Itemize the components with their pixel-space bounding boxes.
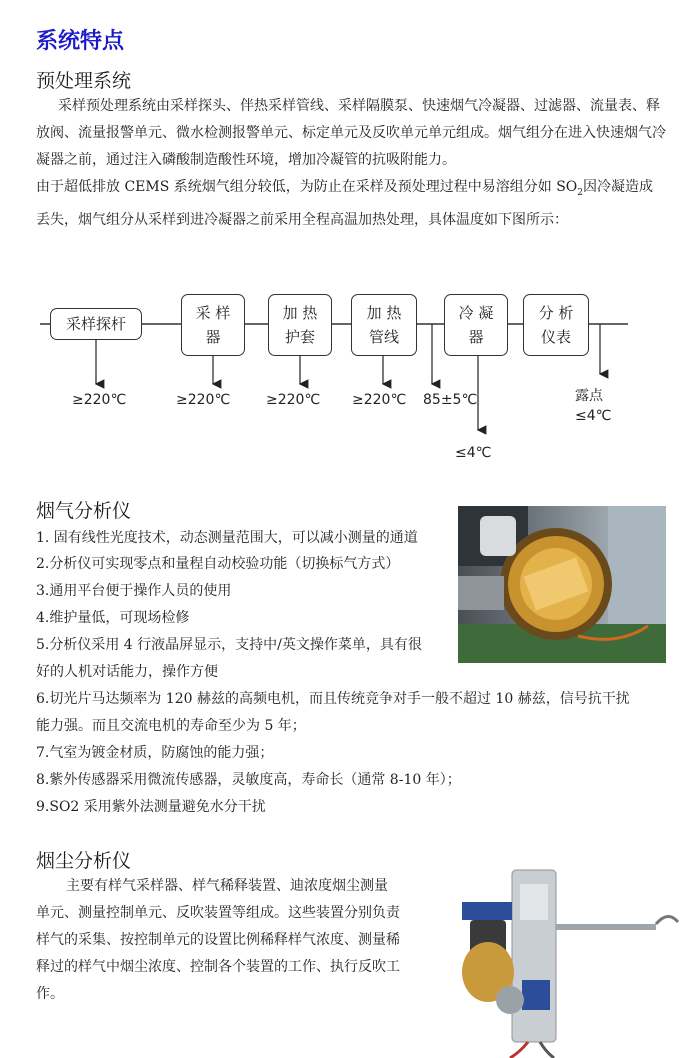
temp-dew-point: ≤4℃ [575, 408, 612, 424]
flow-box-probe: 采样探杆 [50, 308, 142, 340]
pretreatment-paragraph-2: 由于超低排放 CEMS 系统烟气组分较低，为防止在采样及预处理过程中易溶组分如 $SO_2$因冷凝造成丢失，烟气组分从采样到进冷凝器之前采用全程高温加热处理，具体温度如下图所示： [36, 179, 654, 228]
gas-analyzer-title: 烟气分析仪 [36, 500, 132, 522]
flow-box-heated-pipe: 加 热 管线 [351, 294, 417, 356]
temp-condenser-out: ≤4℃ [455, 445, 492, 461]
dew-point-label: 露点 [575, 388, 603, 404]
pretreatment-title: 预处理系统 [36, 70, 132, 92]
temp-condenser: 85±5℃ [423, 392, 478, 408]
gas-analyzer-item: 7.气室为镀金材质，防腐蚀的能力强； [36, 745, 274, 761]
dust-analyzer-line: 作。 [36, 986, 64, 1002]
flow-box-condenser: 冷 凝 器 [444, 294, 508, 356]
flow-box-heated-jacket: 加 热 护套 [268, 294, 332, 356]
pretreatment-paragraph-1: 采样预处理系统由采样探头、伴热采样管线、采样隔膜泵、快速烟气冷凝器、过滤器、流量表、释放阀、流量报警单元、微水检测报警单元、标定单元及反吹单元单元组成。烟气组分在进入快速烟气冷凝器之前，通过注入磷酸制造酸性环境，增加冷凝管的抗吸附能力。 [36, 98, 666, 168]
gas-analyzer-item: 3.通用平台便于操作人员的使用 [36, 583, 232, 599]
dust-probe-illustration [450, 862, 680, 1058]
gas-analyzer-item: 1. 固有线性光度技术，动态测量范围大，可以减小测量的通道 [36, 530, 418, 546]
gas-analyzer-item: 6.切光片马达频率为 120 赫兹的高频电机，而且传统竞争对手一般不超过 10 赫兹，信号抗干扰 [36, 691, 630, 707]
gas-analyzer-item: 4.维护量低，可现场检修 [36, 610, 190, 626]
gas-analyzer-item: 8.紫外传感器采用微流传感器，灵敏度高，寿命长（通常 8-10 年）； [36, 772, 461, 788]
flow-box-analyzer: 分 析 仪表 [523, 294, 589, 356]
gas-analyzer-item: 能力强。而且交流电机的寿命至少为 5 年； [36, 718, 306, 734]
dust-analyzer-photo [450, 862, 680, 1058]
dust-analyzer-line: 主要有样气采样器、样气稀释装置、迪浓度烟尘测量 [66, 878, 388, 894]
gas-analyzer-photo [458, 506, 666, 663]
temp-sampler: ≥220℃ [176, 392, 231, 408]
temp-probe: ≥220℃ [72, 392, 127, 408]
dust-analyzer-line: 样气的采集、按控制单元的设置比例稀释样气浓度、测量稀 [36, 932, 400, 948]
temp-jacket: ≥220℃ [266, 392, 321, 408]
gas-analyzer-item: 5.分析仪采用 4 行液晶屏显示，支持中/英文操作菜单，具有很 [36, 637, 422, 653]
gold-gas-cell-illustration [458, 506, 666, 663]
gas-analyzer-item: 好的人机对话能力，操作方便 [36, 664, 218, 680]
temp-pipe: ≥220℃ [352, 392, 407, 408]
dust-analyzer-line: 单元、测量控制单元、反吹装置等组成。这些装置分别负责 [36, 905, 400, 921]
page-title: 系统特点 [36, 29, 125, 54]
dust-analyzer-title: 烟尘分析仪 [36, 850, 132, 872]
gas-analyzer-item: 9.SO2 采用紫外法测量避免水分干扰 [36, 799, 266, 815]
gas-analyzer-item: 2.分析仪可实现零点和量程自动校验功能（切换标气方式） [36, 556, 400, 572]
dust-analyzer-line: 释过的样气中烟尘浓度、控制各个装置的工作、执行反吹工 [36, 959, 400, 975]
flow-box-sampler: 采 样 器 [181, 294, 245, 356]
